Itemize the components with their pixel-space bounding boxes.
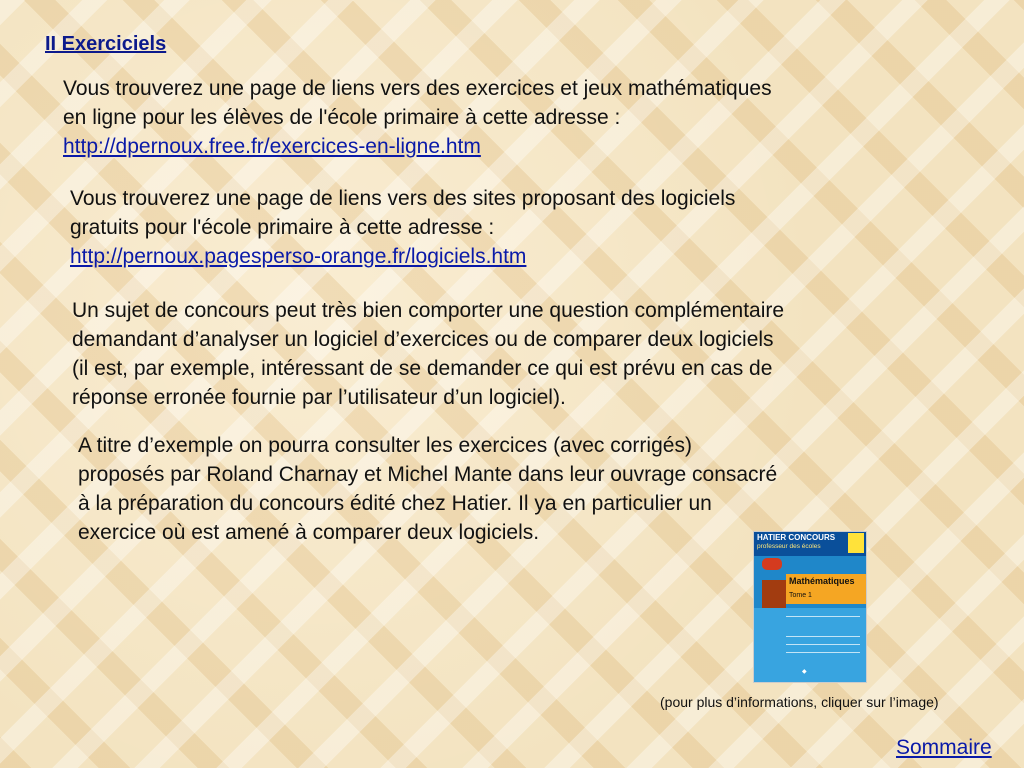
paragraph-line: gratuits pour l'école primaire à cette adresse : [70, 216, 495, 239]
book-caption: (pour plus d’informations, cliquer sur l’image) [660, 694, 939, 710]
paragraph-line: exercice où est amené à comparer deux logiciels. [78, 521, 540, 544]
book-cover-rule [786, 644, 860, 645]
book-cover-rule [786, 616, 860, 617]
paragraph-line: Vous trouverez une page de liens vers des sites proposant des logiciels [70, 187, 736, 210]
paragraph-exemple [78, 431, 948, 547]
paragraph-line: A titre d’exemple on pourra consulter les exercices (avec corrigés) [78, 434, 692, 457]
link-logiciels[interactable]: http://pernoux.pagesperso-orange.fr/logiciels.htm [70, 245, 527, 268]
book-corner-tag [848, 533, 864, 553]
book-cover-rule [786, 636, 860, 637]
paragraph-line: Vous trouverez une page de liens vers des exercices et jeux mathématiques [63, 77, 772, 100]
paragraph-line: réponse erronée fournie par l’utilisateur d’un logiciel). [72, 386, 566, 409]
paragraph-line: demandant d’analyser un logiciel d’exercices ou de comparer deux logiciels [72, 328, 774, 351]
paragraph-line: Un sujet de concours peut très bien comporter une question complémentaire [72, 299, 785, 322]
book-volume-label: Tome 1 [789, 592, 812, 599]
paragraph-sujet-concours [72, 296, 952, 412]
paragraph-line: à la préparation du concours édité chez Hatier. Il ya en particulier un [78, 492, 712, 515]
paragraph-logiciels [70, 184, 950, 271]
publisher-logo-icon: ◆ [802, 669, 807, 675]
paragraph-line: en ligne pour les élèves de l'école primaire à cette adresse : [63, 106, 621, 129]
book-cover-rule [786, 652, 860, 653]
page-title: II Exerciciels [45, 33, 167, 55]
paragraph-line: (il est, par exemple, intéressant de se demander ce qui est prévu en cas de [72, 357, 773, 380]
book-subtitle-label: professeur des écoles [757, 543, 821, 550]
book-cover-lower [754, 608, 866, 682]
book-cover-image[interactable] [754, 532, 866, 682]
paragraph-exercices-en-ligne [63, 74, 943, 161]
link-exercices-en-ligne[interactable]: http://dpernoux.free.fr/exercices-en-ligne.htm [63, 135, 481, 158]
paragraph-line: proposés par Roland Charnay et Michel Mante dans leur ouvrage consacré [78, 463, 778, 486]
book-badge-icon [762, 558, 782, 570]
book-cover-square [762, 580, 786, 608]
book-series-label: HATIER CONCOURS [757, 533, 836, 542]
sommaire-link[interactable]: Sommaire [896, 736, 992, 759]
book-title-label: Mathématiques [789, 576, 855, 586]
